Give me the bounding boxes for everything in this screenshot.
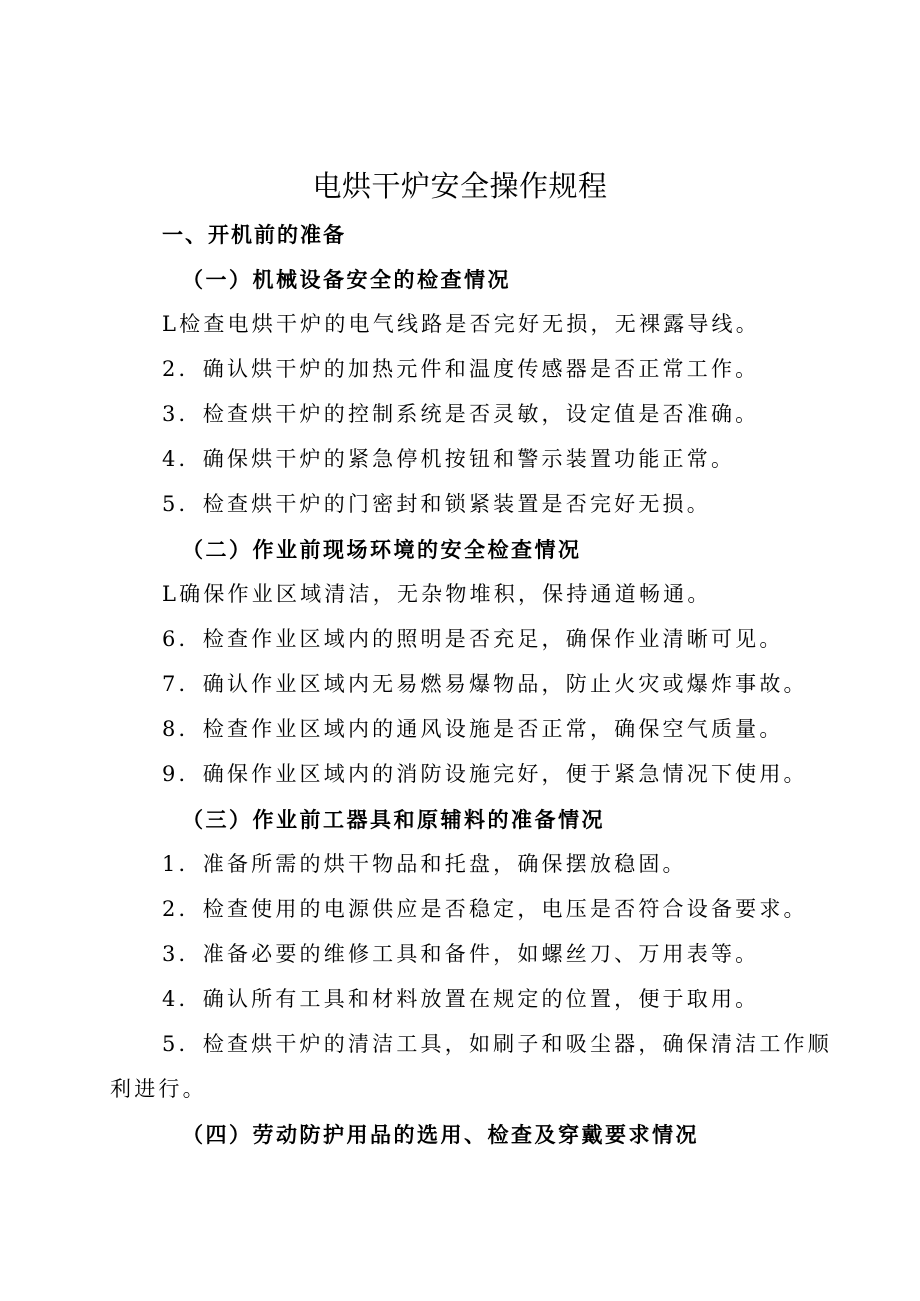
list-item: 7．确认作业区域内无易燃易爆物品，防止火灾或爆炸事故。 [162, 672, 808, 696]
list-item: L确保作业区域清洁，无杂物堆积，保持通道畅通。 [162, 582, 712, 606]
list-item: 9．确保作业区域内的消防设施完好，便于紧急情况下使用。 [162, 762, 808, 786]
list-item-continuation: 利进行。 [110, 1077, 207, 1101]
subsection-heading-1: （一）机械设备安全的检查情况 [182, 267, 511, 292]
section-heading-1: 一、开机前的准备 [162, 222, 346, 247]
list-item: L检查电烘干炉的电气线路是否完好无损，无裸露导线。 [162, 312, 760, 336]
list-item: 5．检查烘干炉的门密封和锁紧装置是否完好无损。 [162, 492, 711, 516]
list-item: 4．确保烘干炉的紧急停机按钮和警示装置功能正常。 [162, 447, 736, 471]
list-item: 1．准备所需的烘干物品和托盘，确保摆放稳固。 [162, 852, 687, 876]
document-title: 电烘干炉安全操作规程 [312, 169, 608, 203]
list-item: 6．检查作业区域内的照明是否充足，确保作业清晰可见。 [162, 627, 784, 651]
subsection-heading-2: （二）作业前现场环境的安全检查情况 [182, 537, 582, 562]
list-item: 3．准备必要的维修工具和备件，如螺丝刀、万用表等。 [162, 942, 760, 966]
subsection-heading-4: （四）劳动防护用品的选用、检查及穿戴要求情况 [182, 1122, 699, 1147]
list-item: 4．确认所有工具和材料放置在规定的位置，便于取用。 [162, 987, 760, 1011]
list-item: 2．确认烘干炉的加热元件和温度传感器是否正常工作。 [162, 357, 760, 381]
list-item: 3．检查烘干炉的控制系统是否灵敏，设定值是否准确。 [162, 402, 760, 426]
list-item: 5．检查烘干炉的清洁工具，如刷子和吸尘器，确保清洁工作顺 [162, 1032, 832, 1056]
list-item: 2．检查使用的电源供应是否稳定，电压是否符合设备要求。 [162, 897, 808, 921]
subsection-heading-3: （三）作业前工器具和原辅料的准备情况 [182, 807, 605, 832]
list-item: 8．检查作业区域内的通风设施是否正常，确保空气质量。 [162, 717, 784, 741]
